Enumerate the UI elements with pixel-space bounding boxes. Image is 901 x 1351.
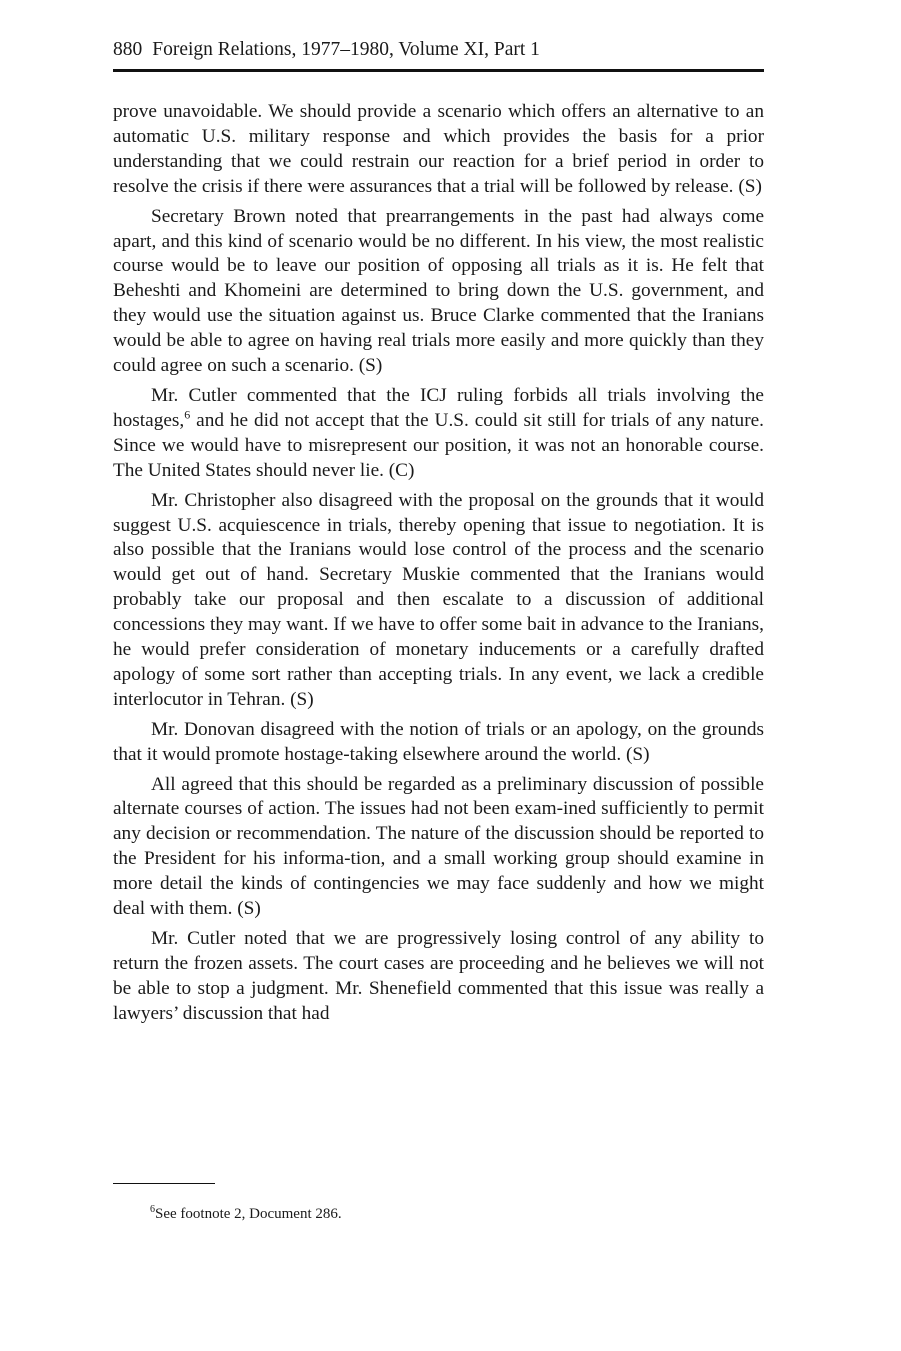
paragraph-text: and he did not accept that the U.S. could sit still for trials of any nature. Since we would have to misrepresent our position, it was not an honorable course. The United States should never lie. (C) — [113, 409, 764, 481]
footnote-number: 6 — [150, 1204, 155, 1215]
paragraph-all-agreed: All agreed that this should be regarded as a preliminary discussion of possible alternate courses of action. The issues had not been exam-ined sufficiently to permit any decision or recommendation. The nature of the discussion should be reported to the President for his informa-tion, and a small working group should examine in more detail the kinds of contingencies we may face suddenly and how we might deal with them. (S) — [113, 773, 764, 920]
running-header — [113, 38, 764, 62]
header-rule — [113, 69, 764, 72]
document-body — [113, 100, 764, 1032]
paragraph-brown: Secretary Brown noted that prearrangements in the past had always come apart, and this kind of scenario would be no different. In his view, the most realistic course would be to leave our position of opposing all trials as it is. He felt that Beheshti and Khomeini are determined to bring down the U.S. government, and they would use the situation against us. Bruce Clarke commented that the Iranians would be able to agree on having real trials more easily and more quickly than they could agree on such a scenario. (S) — [113, 205, 764, 377]
footnote-reference: 6 — [184, 407, 191, 422]
footnote-rule — [113, 1183, 215, 1184]
footnote — [150, 1204, 342, 1224]
paragraph-text: Mr. Cutler commented that the ICJ ruling forbids all trials involving the hostages, — [113, 384, 764, 431]
volume-title: Foreign Relations, 1977–1980, Volume XI, Part 1 — [152, 39, 540, 60]
footnote-text: See footnote 2, Document 286. — [155, 1206, 342, 1222]
paragraph-cutler-assets: Mr. Cutler noted that we are progressively losing control of any ability to return the frozen assets. The court cases are proceeding and he believes we will not be able to stop a judgment. Mr. Shenefield commented that this issue was really a lawyers’ discussion that had — [113, 928, 764, 1024]
paragraph-continuation: prove unavoidable. We should provide a scenario which offers an alternative to an automatic U.S. military response and which provides the basis for a prior understanding that we could restrain our reaction for a brief period in order to resolve the crisis if there were assurances that a trial will be followed by release. (S) — [113, 101, 764, 197]
paragraph-christopher: Mr. Christopher also disagreed with the proposal on the grounds that it would suggest U.S. acquiescence in trials, thereby opening that issue to negotiation. It is also possible that the Iranians would lose control of the process and the scenario would get out of hand. Secretary Muskie commented that the Iranians would probably take our proposal and then escalate to a discussion of additional concessions they may want. If we have to offer some bait in advance to the Iranians, he would prefer consideration of monetary inducements or a carefully drafted apology of some sort rather than accepting trials. In any event, we lack a credible interlocutor in Tehran. (S) — [113, 489, 764, 710]
page-number: 880 — [113, 39, 143, 60]
paragraph-cutler-icj — [113, 384, 764, 484]
paragraph-donovan: Mr. Donovan disagreed with the notion of trials or an apology, on the grounds that it would promote hostage-taking elsewhere around the world. (S) — [113, 718, 764, 765]
